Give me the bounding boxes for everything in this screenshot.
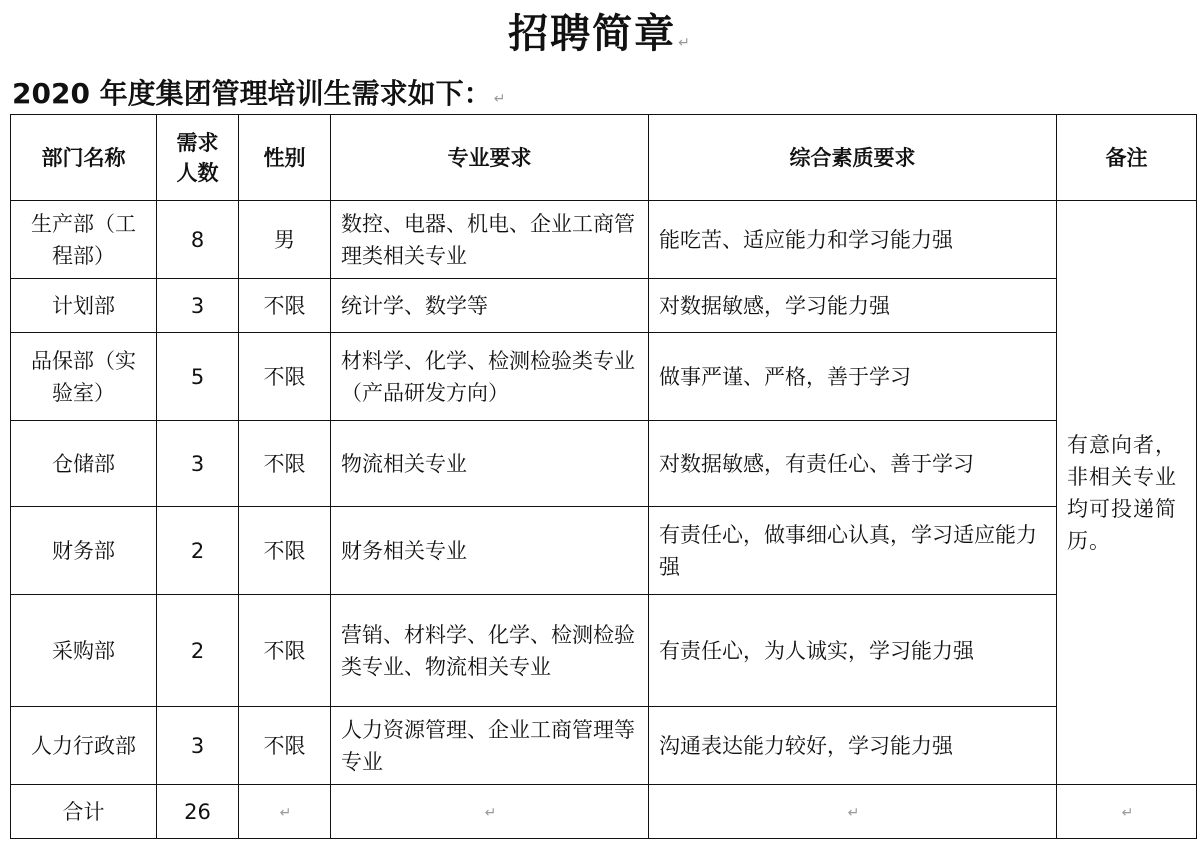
cell-count: 2 [157, 595, 239, 707]
cell-dept: 生产部（工程部） [11, 201, 157, 279]
table-row [11, 507, 1197, 595]
cell-count: 3 [157, 279, 239, 333]
empty-cell: ↵ [1057, 785, 1197, 839]
cell-count: 8 [157, 201, 239, 279]
cell-major: 营销、材料学、化学、检测检验类专业、物流相关专业 [331, 595, 649, 707]
cell-count: 3 [157, 707, 239, 785]
cell-quality: 有责任心，为人诚实，学习能力强 [649, 595, 1057, 707]
total-count: 26 [157, 785, 239, 839]
cell-gender: 不限 [239, 333, 331, 421]
table-row [11, 201, 1197, 279]
cell-major: 材料学、化学、检测检验类专业（产品研发方向） [331, 333, 649, 421]
cell-gender: 不限 [239, 421, 331, 507]
empty-cell: ↵ [649, 785, 1057, 839]
document-subtitle: 2020 年度集团管理培训生需求如下： ↵ [12, 77, 506, 110]
cell-major: 人力资源管理、企业工商管理等专业 [331, 707, 649, 785]
header-dept: 部门名称 [11, 115, 157, 201]
table-row [11, 707, 1197, 785]
cell-count: 5 [157, 333, 239, 421]
table-row [11, 279, 1197, 333]
cell-gender: 不限 [239, 279, 331, 333]
cell-dept: 计划部 [11, 279, 157, 333]
header-quality: 综合素质要求 [649, 115, 1057, 201]
cell-major: 数控、电器、机电、企业工商管理类相关专业 [331, 201, 649, 279]
header-major: 专业要求 [331, 115, 649, 201]
header-note: 备注 [1057, 115, 1197, 201]
cell-dept: 仓储部 [11, 421, 157, 507]
cell-quality: 对数据敏感，有责任心、善于学习 [649, 421, 1057, 507]
cell-gender: 男 [239, 201, 331, 279]
document-title: 招聘简章 ↵ [508, 11, 692, 57]
cell-gender: 不限 [239, 595, 331, 707]
empty-cell: ↵ [331, 785, 649, 839]
cell-count: 3 [157, 421, 239, 507]
cell-gender: 不限 [239, 507, 331, 595]
cell-dept: 人力行政部 [11, 707, 157, 785]
cell-dept: 品保部（实验室） [11, 333, 157, 421]
table-row [11, 421, 1197, 507]
cell-quality: 做事严谨、严格，善于学习 [649, 333, 1057, 421]
total-label: 合计 [11, 785, 157, 839]
cell-quality: 沟通表达能力较好，学习能力强 [649, 707, 1057, 785]
table-total-row [11, 785, 1197, 839]
table-row [11, 333, 1197, 421]
cell-count: 2 [157, 507, 239, 595]
header-count: 需求人数 [157, 115, 239, 201]
table-row [11, 595, 1197, 707]
empty-cell: ↵ [239, 785, 331, 839]
cell-major: 财务相关专业 [331, 507, 649, 595]
cell-gender: 不限 [239, 707, 331, 785]
cell-dept: 采购部 [11, 595, 157, 707]
cell-major: 统计学、数学等 [331, 279, 649, 333]
header-gender: 性别 [239, 115, 331, 201]
table-header-row [11, 115, 1197, 201]
cell-major: 物流相关专业 [331, 421, 649, 507]
cell-dept: 财务部 [11, 507, 157, 595]
recruitment-table [10, 114, 1197, 839]
cell-note: 有意向者，非相关专业均可投递简历。 [1057, 201, 1197, 785]
cell-quality: 能吃苦、适应能力和学习能力强 [649, 201, 1057, 279]
cell-quality: 有责任心，做事细心认真，学习适应能力强 [649, 507, 1057, 595]
cell-quality: 对数据敏感，学习能力强 [649, 279, 1057, 333]
